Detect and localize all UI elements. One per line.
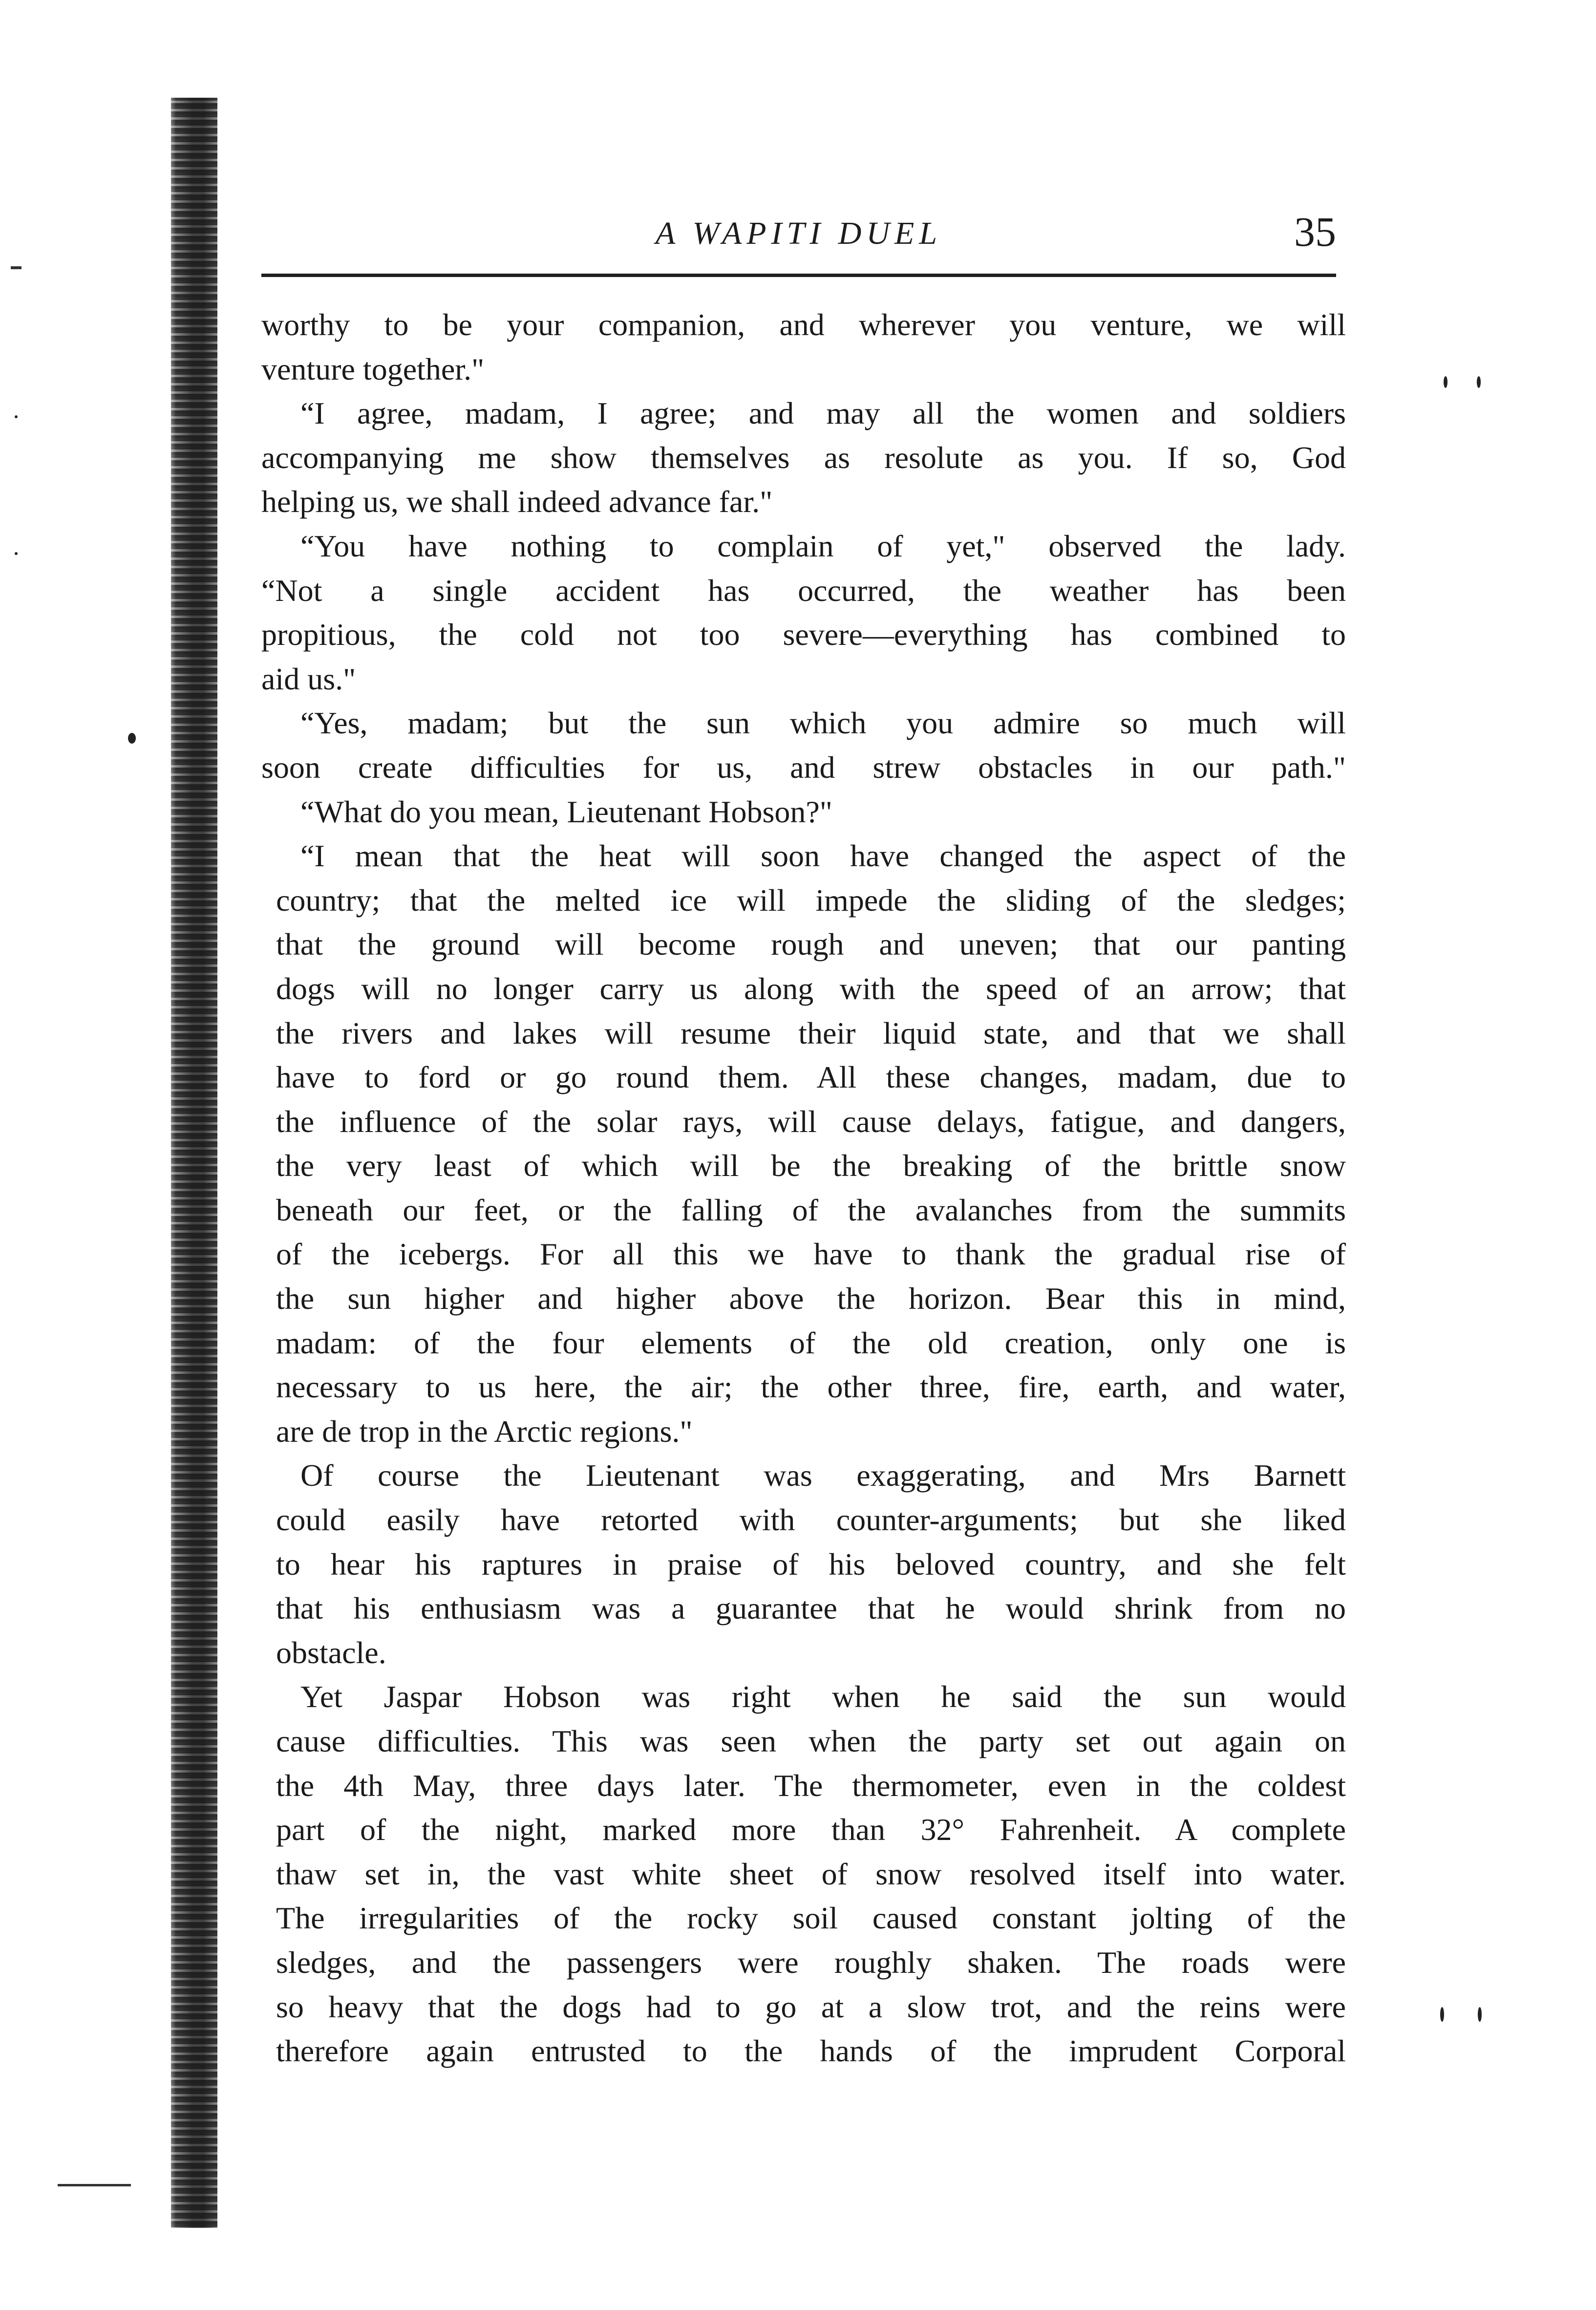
text-line: beneath our feet, or the falling of the avalanches from the summits [276,1192,1346,1227]
running-title: A WAPITI DUEL [655,215,942,251]
header-rule [261,274,1336,277]
text-line: have to ford or go round them. All these changes, madam, due to [276,1060,1346,1095]
text-line: the 4th May, three days later. The thermometer, even in the coldest [276,1768,1346,1803]
text-line: are de trop in the Arctic regions." [276,1413,693,1449]
text-line: accompanying me show themselves as resolute as you. If so, God [261,440,1346,475]
text-line: the influence of the solar rays, will cause delays, fatigue, and dangers, [276,1104,1346,1139]
text-line: necessary to us here, the air; the other three, fire, earth, and water, [276,1369,1346,1405]
margin-mark [58,2184,131,2186]
margin-speck [15,415,18,418]
page-number: 35 [1294,208,1336,255]
text-line: “You have nothing to complain of yet," observed the lady. [300,528,1346,563]
page-body [261,303,1346,2074]
text-line: dogs will no longer carry us along with the speed of an arrow; that [276,971,1346,1006]
text-line: the very least of which will be the breaking of the brittle snow [276,1148,1346,1183]
text-line: “Yes, madam; but the sun which you admire so much will [300,706,1346,741]
margin-speck [1440,2007,1444,2022]
margin-speck [1444,376,1447,388]
text-line: therefore again entrusted to the hands of the imprudent Corporal [276,2033,1346,2069]
page-header [261,205,1336,269]
text-line: The irregularities of the rocky soil caused constant jolting of the [276,1901,1346,1936]
text-line: to hear his raptures in praise of his beloved country, and she felt [276,1546,1346,1582]
text-line: “Not a single accident has occurred, the weather has been [261,573,1346,608]
text-line: thaw set in, the vast white sheet of snow resolved itself into water. [276,1856,1346,1891]
text-line: cause difficulties. This was seen when the party set out again on [276,1724,1346,1758]
margin-speck [1477,376,1481,388]
text-line: helping us, we shall indeed advance far." [261,484,773,519]
text-line: that his enthusiasm was a guarantee that he would shrink from no [276,1591,1346,1626]
margin-speck [15,552,18,555]
text-line: the rivers and lakes will resume their liquid state, and that we shall [276,1015,1346,1050]
margin-mark [11,266,21,269]
text-line: obstacle. [276,1635,386,1670]
margin-speck [1478,2007,1482,2022]
text-line: “I agree, madam, I agree; and may all the women and soldiers [300,396,1346,431]
text-line: Of course the Lieutenant was exaggerating, and Mrs Barnett [300,1458,1346,1493]
text-line: venture together." [261,351,485,386]
text-line: of the icebergs. For all this we have to thank the gradual rise of [276,1237,1346,1272]
text-line: Yet Jaspar Hobson was right when he said the sun would [300,1679,1346,1714]
text-line: worthy to be your companion, and wherever you venture, we will [261,307,1346,342]
text-line: that the ground will become rough and uneven; that our panting [276,927,1346,962]
text-line: “I mean that the heat will soon have changed the aspect of the [300,838,1346,874]
margin-speck [128,733,136,744]
text-line: so heavy that the dogs had to go at a slow trot, and the reins were [276,1989,1346,2024]
text-line: the sun higher and higher above the horizon. Bear this in mind, [276,1281,1346,1316]
text-line: soon create difficulties for us, and strew obstacles in our path." [261,749,1346,785]
text-line: madam: of the four elements of the old creation, only one is [276,1325,1346,1360]
binding-shadow [161,78,234,2247]
text-line: could easily have retorted with counter-arguments; but she liked [276,1502,1346,1538]
text-line: part of the night, marked more than 32° Fahrenheit. A complete [276,1812,1346,1847]
text-line: sledges, and the passengers were roughly shaken. The roads were [276,1945,1346,1980]
text-line: aid us." [261,661,356,696]
text-line: country; that the melted ice will impede the sliding of the sledges; [276,882,1346,918]
text-line: propitious, the cold not too severe—everything has combined to [261,617,1346,652]
text-line: “What do you mean, Lieutenant Hobson?" [300,794,832,829]
